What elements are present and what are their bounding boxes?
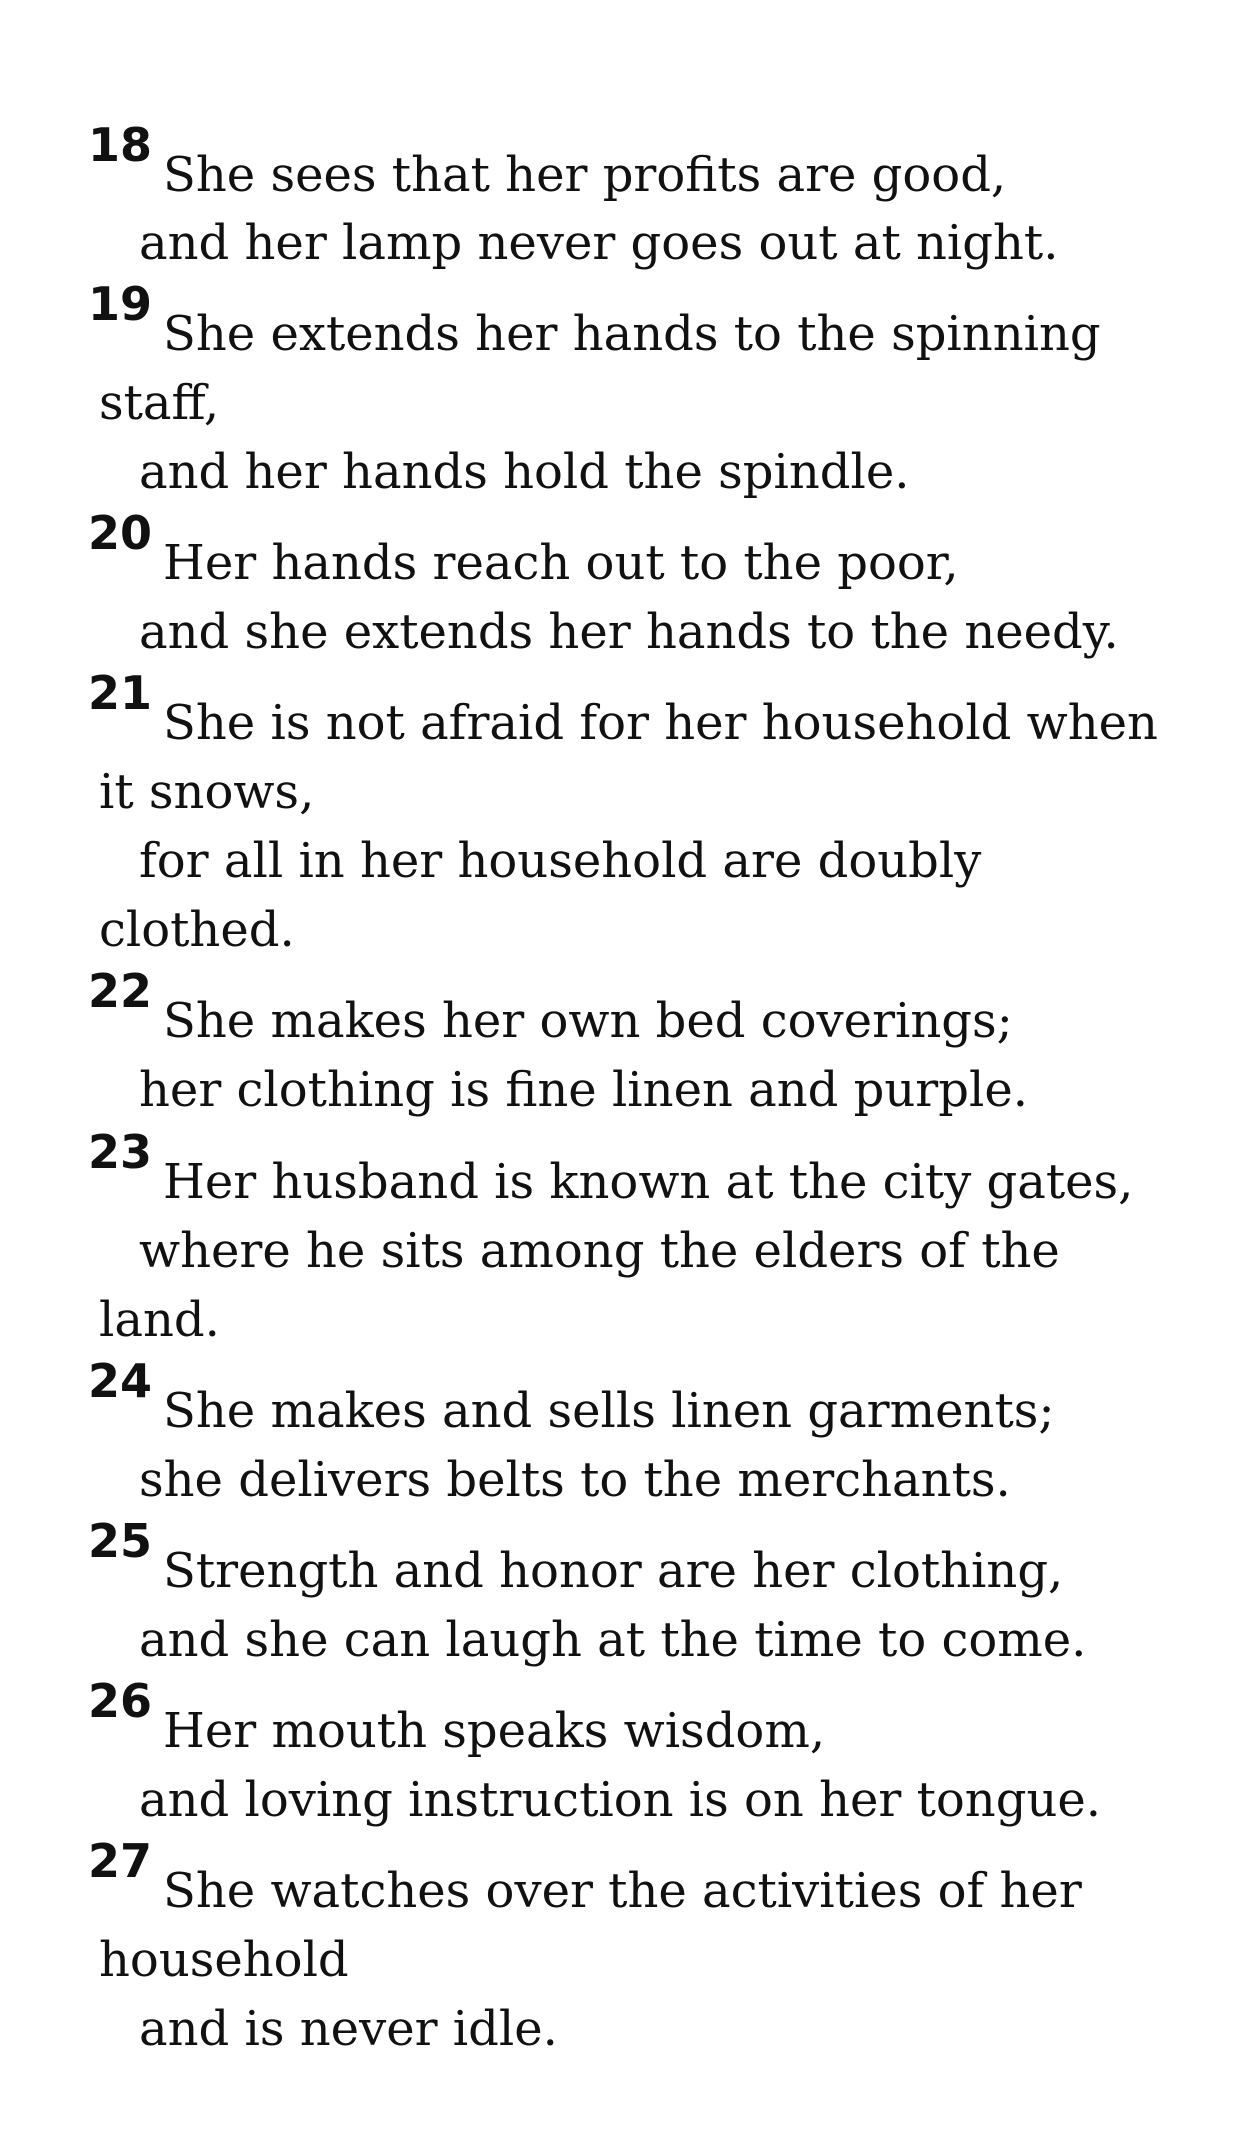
verse-line: it snows, — [99, 764, 315, 820]
verse-line: and is never idle. — [139, 2001, 558, 2057]
verse-line: and she extends her hands to the needy. — [139, 604, 1119, 660]
verse-line: land. — [99, 1292, 220, 1348]
verse-line: her clothing is fine linen and purple. — [139, 1062, 1028, 1118]
verse-line: household — [99, 1932, 349, 1988]
verse-line: and her hands hold the spindle. — [139, 444, 910, 500]
verse-line: she delivers belts to the merchants. — [139, 1452, 1011, 1508]
verse-line: She makes and sells linen garments; — [163, 1383, 1055, 1439]
verse-line: She watches over the activities of her — [163, 1863, 1082, 1919]
verse-line: Strength and honor are her clothing, — [163, 1543, 1064, 1599]
verse-line: She makes her own bed coverings; — [163, 993, 1013, 1049]
verse-number: 26 — [88, 1674, 153, 1728]
verse-line: and she can laugh at the time to come. — [139, 1612, 1087, 1668]
verse-line: Her husband is known at the city gates, — [163, 1154, 1134, 1210]
verse-line: She is not afraid for her household when — [163, 695, 1158, 751]
verse-line: Her mouth speaks wisdom, — [163, 1703, 826, 1759]
verse-number: 25 — [88, 1514, 153, 1568]
verse-line: Her hands reach out to the poor, — [163, 535, 959, 591]
verse-number: 24 — [88, 1354, 153, 1408]
verse-number: 19 — [88, 277, 153, 331]
verse-line: She sees that her profits are good, — [163, 147, 1007, 203]
verse-number: 20 — [88, 506, 153, 560]
verse-line: staff, — [99, 375, 220, 431]
verse-number: 22 — [88, 964, 153, 1018]
verse-number: 27 — [88, 1834, 153, 1888]
verse-line: and her lamp never goes out at night. — [139, 215, 1059, 271]
verse-line: where he sits among the elders of the — [139, 1223, 1060, 1279]
verse-number: 21 — [88, 666, 153, 720]
verse-number: 23 — [88, 1125, 153, 1179]
verse-line: and loving instruction is on her tongue. — [139, 1772, 1102, 1828]
verse-line: clothed. — [99, 902, 295, 958]
verse-line: for all in her household are doubly — [139, 833, 982, 889]
verse-line: She extends her hands to the spinning — [163, 306, 1101, 362]
verse-number: 18 — [88, 118, 153, 172]
